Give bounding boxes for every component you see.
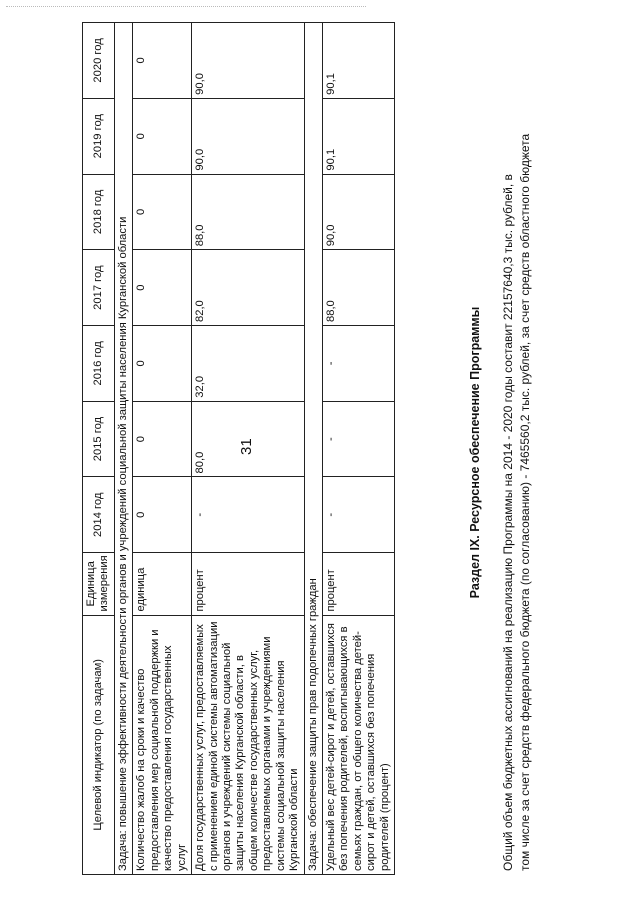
value-cell: -: [323, 401, 395, 477]
indicator-unit: процент: [192, 553, 305, 615]
indicator-name: Удельный вес детей-сирот и детей, оставшихся без попечения родителей, воспитывающихся в семьях граждан, от общего количества детей-сирот и детей, оставшихся без попечения родителей (процент): [323, 615, 395, 874]
indicator-unit: процент: [323, 553, 395, 615]
value-cell: 0: [133, 326, 192, 402]
value-cell: 88,0: [192, 174, 305, 250]
paragraph-line: Общий объем бюджетных ассигнований на реализацию Программы на 2014 - 2020 годы составит 22157640,3 тыс. рублей, в: [501, 174, 515, 871]
value-cell: -: [323, 477, 395, 553]
value-cell: -: [323, 326, 395, 402]
paragraph-line: том числе за счет средств федерального бюджета (по согласованию) - 7465560,2 тыс. рублей, за счет средств областного бюджета: [517, 133, 532, 871]
table-row: [192, 23, 305, 875]
value-cell: 90,0: [323, 174, 395, 250]
value-cell: 90,1: [323, 98, 395, 174]
value-cell: 0: [133, 23, 192, 99]
value-cell: 82,0: [192, 250, 305, 326]
header-year: 2019 год: [83, 98, 115, 174]
value-cell: 0: [133, 401, 192, 477]
value-cell: 0: [133, 477, 192, 553]
task-text: Задача: повышение эффективности деятельности органов и учреждений социальной защиты населения Курганской области: [114, 23, 132, 875]
header-year: 2017 год: [83, 250, 115, 326]
target-indicators-table: [82, 22, 395, 875]
page-number: 31: [238, 438, 255, 455]
value-cell: 88,0: [323, 250, 395, 326]
table-row: [323, 23, 395, 875]
header-year: 2016 год: [83, 326, 115, 402]
indicator-name: Доля государственных услуг, предоставляемых с применением единой системы автоматизации органов и учреждений системы социальной защиты населения Курганской области, в общем количестве государственных услуг, предоставляемых органами и учреждениями системы социальной защиты населения Курганской области: [192, 615, 305, 874]
table-row: [133, 23, 192, 875]
indicator-name: Количество жалоб на сроки и качество предоставления мер социальной поддержки и качество предоставления государственных услуг: [133, 615, 192, 874]
value-cell: 90,0: [192, 98, 305, 174]
value-cell: 0: [133, 98, 192, 174]
header-unit: Единица измерения: [83, 553, 115, 615]
value-cell: 90,1: [323, 23, 395, 99]
body-paragraph: [500, 23, 534, 871]
task-row: [114, 23, 132, 875]
value-cell: 0: [133, 174, 192, 250]
task-row: [304, 23, 322, 875]
header-year: 2015 год: [83, 401, 115, 477]
header-year: 2020 год: [83, 23, 115, 99]
indicator-unit: единица: [133, 553, 192, 615]
header-year: 2014 год: [83, 477, 115, 553]
value-cell: 90,0: [192, 23, 305, 99]
value-cell: 80,0: [192, 401, 305, 477]
task-text: Задача: обеспечение защиты прав подопечных граждан: [304, 23, 322, 875]
value-cell: 32,0: [192, 326, 305, 402]
header-indicator: Целевой индикатор (по задачам): [83, 615, 115, 874]
value-cell: -: [192, 477, 305, 553]
header-year: 2018 год: [83, 174, 115, 250]
value-cell: 0: [133, 250, 192, 326]
table-header-row: [83, 23, 115, 875]
section-title: Раздел IX. Ресурсное обеспечение Программы: [468, 306, 482, 599]
